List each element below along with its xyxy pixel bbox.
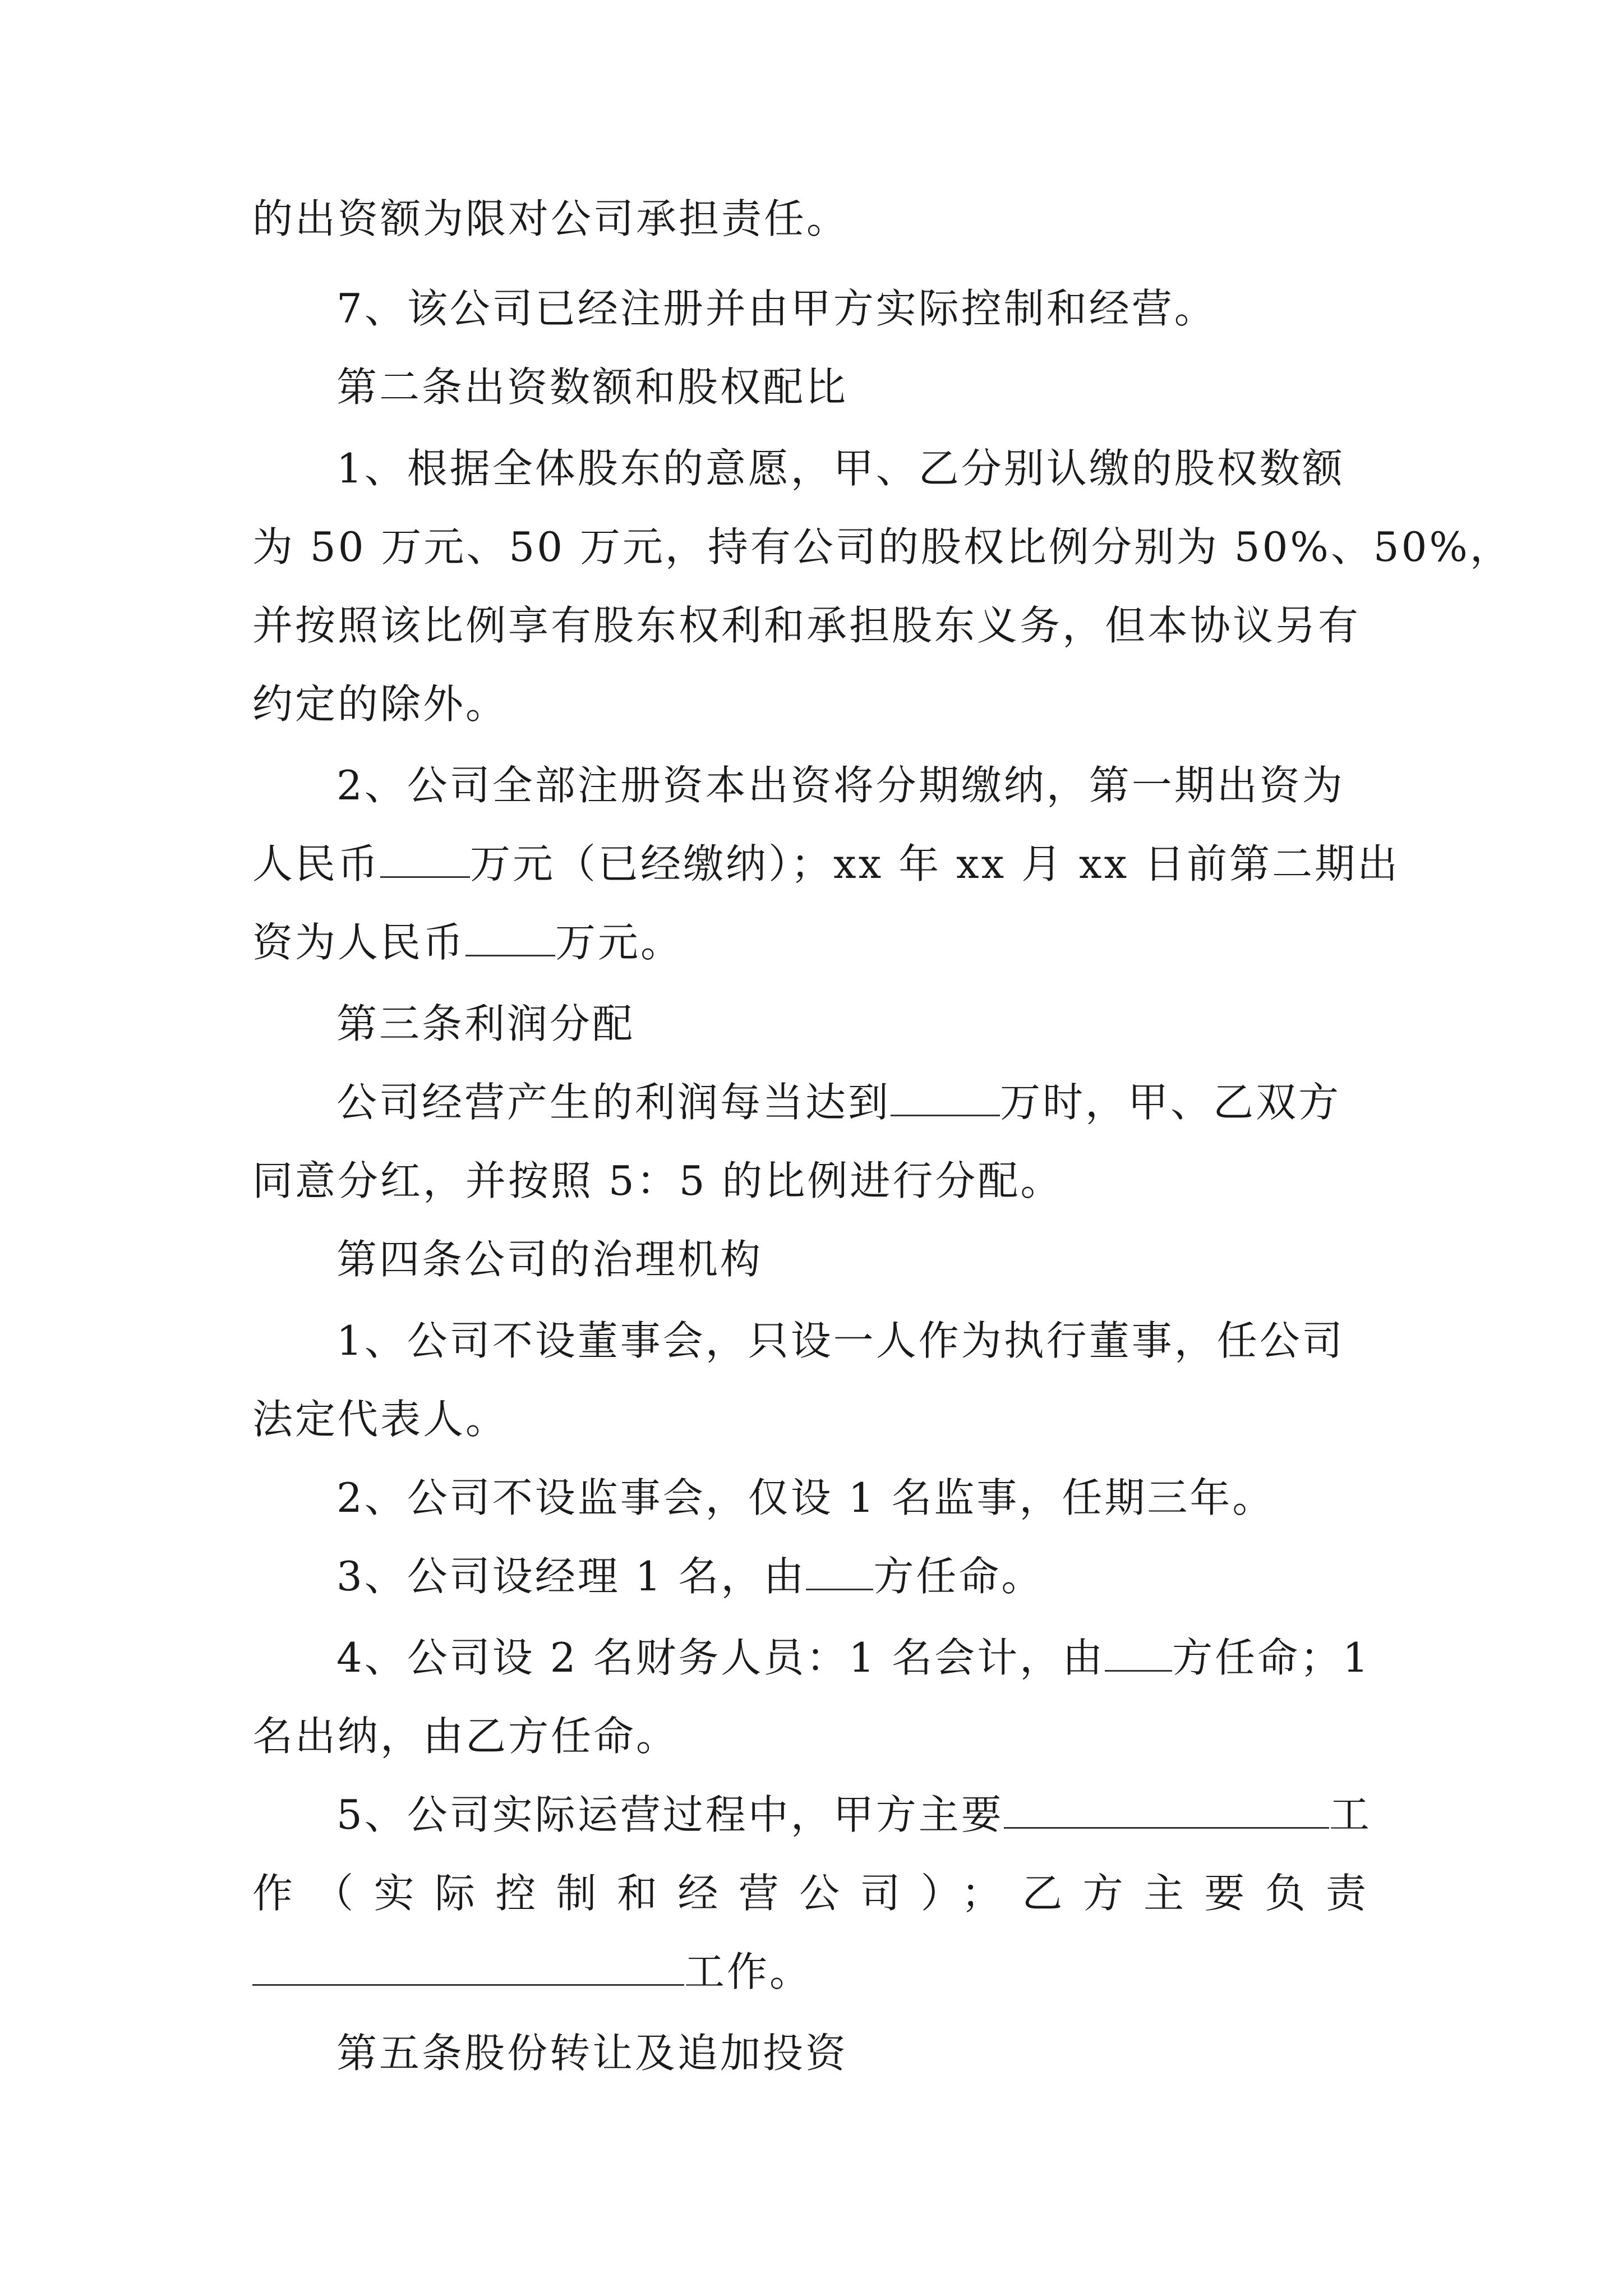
paragraph-line: 并按照该比例享有股东权利和承担股东义务，但本协议另有 (252, 602, 1361, 649)
section-heading: 第二条出资数额和股权配比 (336, 364, 849, 411)
section-heading: 第五条股份转让及追加投资 (336, 2030, 849, 2077)
line-text: 4、公司设 2 名财务人员：1 名会计，由 (336, 1634, 1105, 1681)
line-text: 3、公司设经理 1 名，由 (336, 1553, 806, 1600)
paragraph-line: 2、公司全部注册资本出资将分期缴纳，第一期出资为 (336, 762, 1345, 809)
line-text: 资为人民币 (252, 919, 466, 966)
paragraph-line: 法定代表人。 (252, 1396, 509, 1443)
paragraph-line (336, 1787, 1372, 1843)
line-text: 工 (1329, 1791, 1372, 1838)
paragraph-line: 1、公司不设董事会，只设一人作为执行董事，任公司 (336, 1317, 1345, 1364)
line-text: 方任命；1 (1172, 1634, 1371, 1681)
section-heading: 第四条公司的治理机构 (336, 1236, 763, 1283)
paragraph-line: 1、根据全体股东的意愿，甲、乙分别认缴的股权数额 (336, 445, 1345, 492)
fill-blank (380, 837, 470, 878)
paragraph-line: 作（实际控制和经营公司）；乙方主要负责 (252, 1870, 1368, 1917)
paragraph-line: 名出纳，由乙方任命。 (252, 1713, 679, 1760)
line-text: 万时，甲、乙双方 (1000, 1079, 1341, 1126)
fill-blank (891, 1075, 1000, 1116)
paragraph-line: 7、该公司已经注册并由甲方实际控制和经营。 (336, 285, 1217, 332)
paragraph-line: 为 50 万元、50 万元，持有公司的股权比例分别为 50%、50%， (252, 523, 1513, 570)
paragraph-line (336, 1548, 1044, 1604)
fill-blank (1105, 1631, 1172, 1672)
paragraph-line (252, 836, 1400, 892)
line-text: 公司经营产生的利润每当达到 (336, 1079, 891, 1126)
fill-blank (252, 1945, 684, 1986)
paragraph-line: 同意分红，并按照 5：5 的比例进行分配。 (252, 1157, 1063, 1204)
paragraph-line: 的出资额为限对公司承担责任。 (252, 195, 850, 242)
section-heading: 第三条利润分配 (336, 1000, 635, 1047)
line-text: 人民币 (252, 840, 381, 887)
paragraph-line: 2、公司不设监事会，仅设 1 名监事，任期三年。 (336, 1474, 1275, 1521)
line-text: 工作。 (684, 1948, 813, 1995)
fill-blank (806, 1549, 873, 1590)
paragraph-line (252, 1944, 812, 2000)
line-text: 方任命。 (873, 1553, 1044, 1600)
line-text: 万元（已经缴纳）；xx 年 xx 月 xx 日前第二期出 (470, 840, 1400, 887)
paragraph-line: 约定的除外。 (252, 680, 509, 728)
line-text: 万元。 (555, 919, 684, 966)
fill-blank (465, 915, 555, 956)
paragraph-line (252, 914, 683, 970)
paragraph-line (336, 1074, 1341, 1130)
fill-blank (1004, 1788, 1329, 1829)
line-text: 5、公司实际运营过程中，甲方主要 (336, 1791, 1004, 1838)
paragraph-line (336, 1630, 1371, 1686)
